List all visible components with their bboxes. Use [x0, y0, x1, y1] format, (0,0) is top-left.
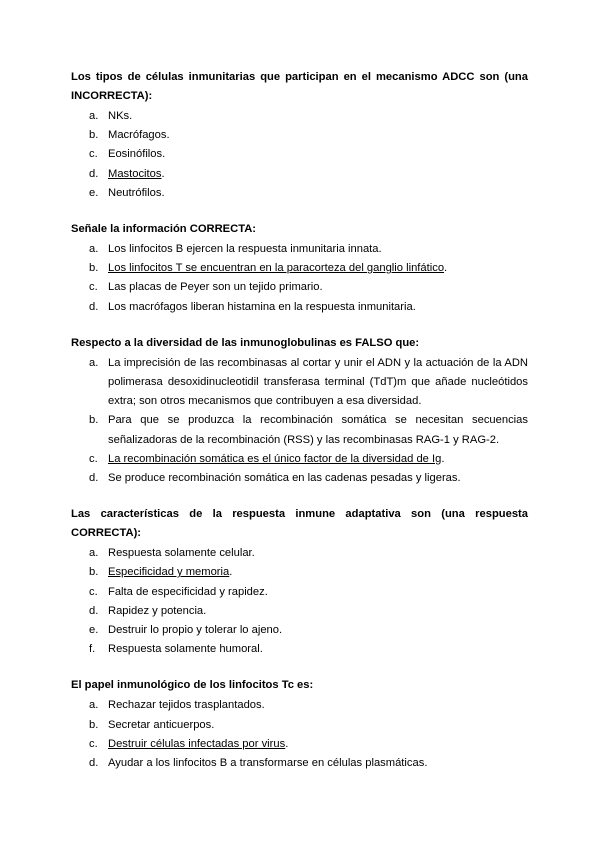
- option-text: Los linfocitos B ejercen la respuesta inmunitaria innata: [108, 243, 379, 256]
- option-letter: c.: [89, 585, 98, 598]
- option-text-answer: Destruir células infectadas por virus: [108, 737, 286, 750]
- option-letter: b.: [89, 414, 99, 427]
- option-item: b. Macrófagos.: [71, 126, 528, 145]
- option-item: c. Las placas de Peyer son un tejido primario.: [71, 278, 528, 297]
- option-letter: d.: [89, 472, 99, 485]
- option-text: Ayudar a los linfocitos B a transformarse en células plasmáticas: [108, 757, 425, 770]
- option-letter: d.: [89, 300, 99, 313]
- option-item-answer: d. Mastocitos.: [71, 165, 528, 184]
- question-4: [71, 505, 528, 659]
- option-text: Respuesta solamente celular: [108, 547, 252, 560]
- option-item: b. Para que se produzca la recombinación somática se necesitan secuencias señalizadoras de la recombinación (RSS) y las recombinasas RAG-1 y RAG-2.: [71, 411, 528, 449]
- option-item: e. Destruir lo propio y tolerar lo ajeno.: [71, 621, 528, 640]
- question-5: [71, 676, 528, 773]
- option-list: [71, 696, 528, 773]
- option-letter: c.: [89, 148, 98, 161]
- option-item: a. NKs.: [71, 107, 528, 126]
- option-text: NKs: [108, 110, 130, 122]
- question-title: Señale la información CORRECTA:: [71, 223, 257, 236]
- option-text: Los macrófagos liberan histamina en la respuesta inmunitaria: [108, 300, 413, 313]
- question-2: [71, 220, 528, 317]
- option-letter: c.: [89, 737, 98, 750]
- option-item: d. Se produce recombinación somática en las cadenas pesadas y ligeras.: [71, 469, 528, 488]
- option-text-answer: La recombinación somática es el único factor de la diversidad de Ig: [108, 452, 442, 465]
- option-item-answer: c. Destruir células infectadas por virus.: [71, 735, 528, 754]
- option-item-answer: c. La recombinación somática es el único factor de la diversidad de Ig.: [71, 450, 528, 469]
- option-text-answer: Especificidad y memoria: [108, 566, 230, 579]
- option-letter: a.: [89, 547, 99, 560]
- question-title: Respecto a la diversidad de las inmunoglobulinas es FALSO que:: [71, 336, 420, 349]
- option-text: Para que se produzca la recombinación somática se necesitan secuencias señalizadoras de la recombinación (RSS) y las recombinasas RAG-1 y RAG-2: [108, 414, 528, 446]
- option-letter: f.: [89, 643, 96, 656]
- question-1: [71, 68, 528, 203]
- option-list: [71, 354, 528, 488]
- option-item: d. Rapidez y potencia.: [71, 602, 528, 621]
- option-letter: b.: [89, 262, 99, 275]
- option-letter: a.: [89, 356, 99, 369]
- option-letter: d.: [89, 757, 99, 770]
- option-letter: d.: [89, 167, 99, 180]
- option-list: [71, 107, 528, 203]
- option-item: a. La imprecisión de las recombinasas al cortar y unir el ADN y la actuación de la ADN polimerasa desoxidinucleotidil transferasa terminal (TdT)m que añade nucleótidos extra; son otros mecanismos que contribuyen a esa diversidad.: [71, 354, 528, 412]
- option-item: a. Los linfocitos B ejercen la respuesta inmunitaria innata.: [71, 240, 528, 259]
- option-text: Destruir lo propio y tolerar lo ajeno: [108, 624, 280, 637]
- option-text-answer: Mastocitos: [108, 167, 162, 180]
- option-text: Secretar anticuerpos: [108, 718, 212, 731]
- option-text: Neutrófilos: [108, 186, 162, 199]
- option-list: [71, 240, 528, 317]
- option-item: d. Ayudar a los linfocitos B a transformarse en células plasmáticas.: [71, 754, 528, 773]
- question-3: [71, 334, 528, 488]
- question-title: El papel inmunológico de los linfocitos Tc es:: [71, 679, 314, 692]
- option-item-answer: b. Los linfocitos T se encuentran en la paracorteza del ganglio linfático.: [71, 259, 528, 278]
- option-item: c. Falta de especificidad y rapidez.: [71, 583, 528, 602]
- option-letter: c.: [89, 452, 98, 465]
- option-item: e. Neutrófilos.: [71, 184, 528, 203]
- option-text: La imprecisión de las recombinasas al cortar y unir el ADN y la actuación de la ADN polimerasa desoxidinucleotidil transferasa terminal (TdT)m que añade nucleótidos extra; son otros mecanismos que contribuyen a esa diversidad: [108, 356, 528, 408]
- question-title: Los tipos de células inmunitarias que participan en el mecanismo ADCC son (una INCORRECTA):: [71, 71, 528, 102]
- option-text: Rapidez y potencia: [108, 604, 204, 617]
- option-text: Falta de especificidad y rapidez: [108, 585, 265, 598]
- option-letter: b.: [89, 718, 99, 731]
- option-letter: c.: [89, 281, 98, 294]
- option-letter: d.: [89, 604, 99, 617]
- option-text: Macrófagos: [108, 129, 167, 142]
- option-text: Rechazar tejidos trasplantados: [108, 699, 262, 712]
- option-item: c. Eosinófilos.: [71, 145, 528, 164]
- option-item: d. Los macrófagos liberan histamina en la respuesta inmunitaria.: [71, 298, 528, 317]
- option-item: a. Rechazar tejidos trasplantados.: [71, 696, 528, 715]
- option-item: a. Respuesta solamente celular.: [71, 544, 528, 563]
- option-letter: a.: [89, 243, 99, 256]
- option-text-answer: Los linfocitos T se encuentran en la paracorteza del ganglio linfático: [108, 262, 445, 275]
- option-letter: b.: [89, 129, 99, 142]
- option-letter: e.: [89, 186, 99, 199]
- option-list: [71, 544, 528, 659]
- question-title: Las características de la respuesta inmune adaptativa son (una respuesta CORRECTA):: [71, 508, 528, 540]
- option-letter: a.: [89, 110, 99, 122]
- option-text: Las placas de Peyer son un tejido primario: [108, 281, 320, 294]
- option-item-answer: b. Especificidad y memoria.: [71, 563, 528, 582]
- option-text: Respuesta solamente humoral: [108, 643, 260, 656]
- option-letter: a.: [89, 699, 99, 712]
- option-text: Se produce recombinación somática en las cadenas pesadas y ligeras: [108, 472, 458, 485]
- option-item: b. Secretar anticuerpos.: [71, 716, 528, 735]
- option-letter: b.: [89, 566, 99, 579]
- option-item: f. Respuesta solamente humoral.: [71, 640, 528, 659]
- option-letter: e.: [89, 624, 99, 637]
- option-text: Eosinófilos: [108, 148, 163, 161]
